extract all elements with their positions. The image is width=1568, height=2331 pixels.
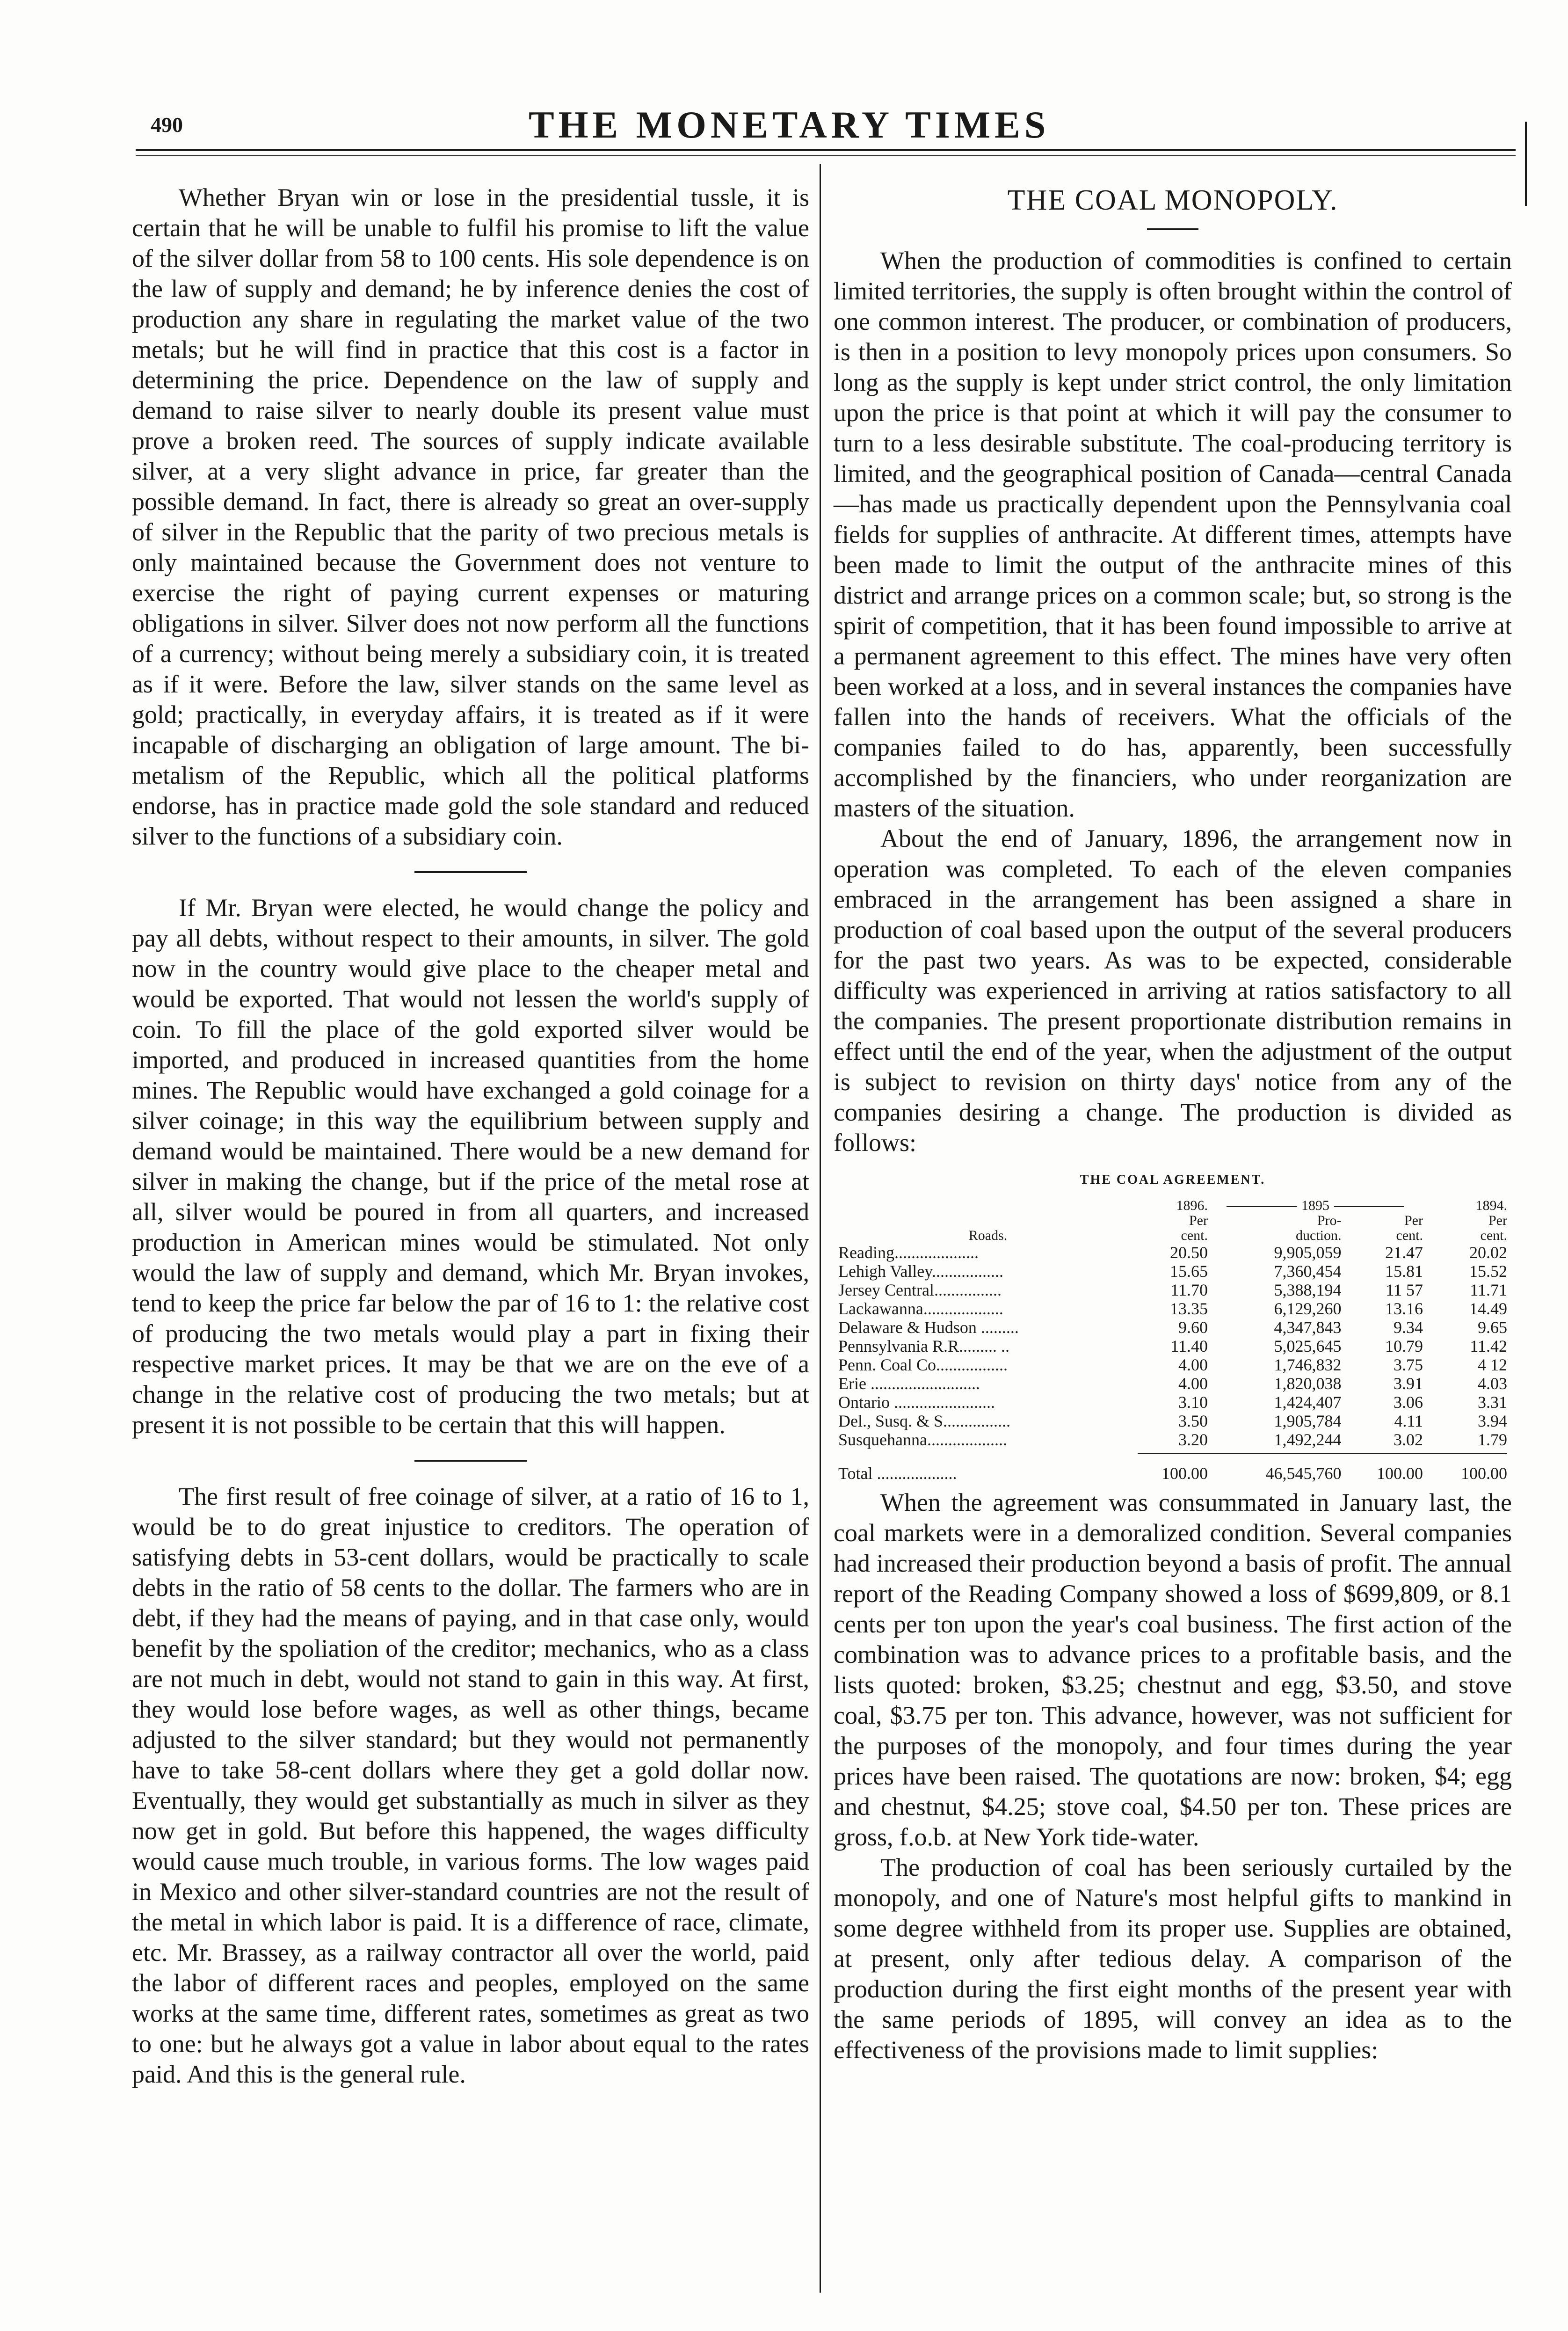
article-paragraph: If Mr. Bryan were elected, he would change the policy and pay all debts, without respect to their amounts, in silver. The gold now in the country would give place to the cheaper metal and would be exported. That would not lessen the world's supply of coin. To fill the place of the gold exported silver would be imported, and produced in increased quantities from the home mines. The Republic would have exchanged a gold coinage for a silver coinage; in this way the equilibrium between supply and demand would be maintained. There would be a new demand for silver in making the change, but if the price of the metal rose at all, silver would be poured in from all quarters, and increased production in American mines would be stimulated. Not only would the law of supply and demand, which Mr. Bryan invokes, tend to keep the price far below the par of 16 to 1: the relative cost of producing the two metals would play a part in fixing their respective market prices. It may be that we are on the eve of a change in the relative cost of producing the two metals; but at present it is not possible to be certain that this will happen. bbox=[132, 894, 809, 1439]
cell-1894: 4 12 bbox=[1478, 1355, 1507, 1374]
dot-leader: ................. bbox=[931, 1262, 1003, 1281]
road-name: Pennsylvania R.R bbox=[838, 1337, 959, 1355]
cell-production: 9,905,059 bbox=[1274, 1243, 1342, 1262]
cell-1894: 9.65 bbox=[1478, 1318, 1507, 1337]
coal-agreement-table bbox=[838, 1198, 1507, 1483]
total-1896: 100.00 bbox=[1161, 1464, 1208, 1483]
headline-rule bbox=[1147, 228, 1198, 230]
dot-leader: ................... bbox=[872, 1464, 957, 1483]
table-header-row bbox=[838, 1198, 1507, 1213]
cell-1896: 4.00 bbox=[1178, 1355, 1208, 1374]
cell-1895: 15.81 bbox=[1385, 1262, 1423, 1281]
header-1895-group bbox=[1208, 1198, 1423, 1213]
total-production: 46,545,760 bbox=[1265, 1464, 1342, 1483]
header-rule-thick bbox=[136, 149, 1516, 151]
header-cell: Per bbox=[1404, 1213, 1423, 1228]
cell-1896: 13.35 bbox=[1170, 1299, 1208, 1318]
cell-1896: 11.70 bbox=[1170, 1281, 1208, 1299]
road-name: Susquehanna bbox=[838, 1430, 927, 1449]
dot-leader: ................ bbox=[943, 1412, 1011, 1430]
article-paragraph: The first result of free coinage of silver, at a ratio of 16 to 1, would be to do great injustice to creditors. The operation of satisfying debts in 53-cent dollars, would be practically to scale debts in the ratio of 58 cents to the dollar. The farmers who are in debt, if they had the means of paying, and in that case only, would benefit by the spoliation of the creditor; mechanics, who as a class are not much in debt, would not stand to gain in this way. At first, they would lose before wages, as well as other things, became adjusted to the silver standard; but they would not permanently have to take 58-cent dollars where they get a gold dollar now. Eventually, they would get substantially as much in silver as they now get in gold. But before this happened, the wages difficulty would cause much trouble, in various forms. The low wages paid in Mexico and other silver-standard countries are not the result of the metal in which labor is paid. It is a difference of race, climate, etc. Mr. Brassey, as a railway contractor all over the world, paid the labor of different races and peoples, employed on the same works at the same time, different rates, sometimes as great as two to one: but he always got a value in labor about equal to the rates paid. And this is the general rule. bbox=[132, 1482, 809, 2088]
cell-1896: 15.65 bbox=[1170, 1262, 1208, 1281]
cell-production: 7,360,454 bbox=[1274, 1262, 1342, 1281]
section-separator bbox=[414, 1460, 527, 1462]
header-cell: Pro- bbox=[1317, 1213, 1342, 1228]
road-name: Lackawanna bbox=[838, 1299, 923, 1318]
header-rule-thin bbox=[136, 155, 1516, 156]
article-paragraph: When the agreement was consummated in January last, the coal markets were in a demoralized condition. Several companies had increased their production beyond a basis of profit. The annual report of the Reading Company showed a loss of $699,809, or 8.1 cents per ton upon the year's coal business. The first action of the combination was to advance prices to a profitable basis, and the lists quoted: broken, $3.25; chestnut and egg, $3.50, and stove coal, $3.75 per ton. This advance, however, was not sufficient for the purposes of the monopoly, and four times during the year prices have been raised. The quotations are now: broken, $4; egg and chestnut, $4.25; stove coal, $4.50 per ton. These prices are gross, f.o.b. at New York tide-water. bbox=[834, 1488, 1512, 1851]
cell-1896: 3.10 bbox=[1178, 1393, 1208, 1412]
header-roads: Roads. bbox=[968, 1228, 1008, 1243]
group-bracket-left bbox=[1227, 1206, 1297, 1207]
table-row bbox=[838, 1412, 1507, 1430]
dot-leader: ................... bbox=[923, 1299, 1003, 1318]
table-header-row bbox=[838, 1213, 1507, 1228]
cell-1894: 4.03 bbox=[1478, 1374, 1507, 1393]
table-row bbox=[838, 1355, 1507, 1374]
table-row bbox=[838, 1393, 1507, 1412]
cell-1895: 3.91 bbox=[1394, 1374, 1423, 1393]
dot-leader: ......... .. bbox=[959, 1337, 1009, 1355]
cell-production: 5,025,645 bbox=[1274, 1337, 1342, 1355]
cell-1894: 3.31 bbox=[1478, 1393, 1507, 1412]
article-paragraph: About the end of January, 1896, the arrangement now in operation was completed. To each of the eleven companies embraced in the arrangement has been assigned a share in production of coal based upon the output of the several producers for the past two years. As was to be expected, considerable difficulty was experienced in arriving at ratios satisfactory to all the companies. The present proportionate distribution remains in effect until the end of the year, when the adjustment of the output is subject to revision on thirty days' notice from any of the companies desiring a change. The production is divided as follows: bbox=[834, 824, 1512, 1157]
total-1895: 100.00 bbox=[1377, 1464, 1423, 1483]
cell-1896: 9.60 bbox=[1178, 1318, 1208, 1337]
cell-production: 4,347,843 bbox=[1274, 1318, 1342, 1337]
page-number: 490 bbox=[151, 113, 183, 137]
cell-1895: 3.06 bbox=[1394, 1393, 1423, 1412]
column-divider bbox=[820, 164, 821, 2293]
cell-production: 1,492,244 bbox=[1274, 1430, 1342, 1449]
dot-leader: .......................... bbox=[866, 1374, 980, 1393]
cell-1895: 3.75 bbox=[1394, 1355, 1423, 1374]
table-row bbox=[838, 1374, 1507, 1393]
cell-production: 1,905,784 bbox=[1274, 1412, 1342, 1430]
header-1894: 1894. bbox=[1475, 1198, 1507, 1213]
road-name: Delaware & Hudson bbox=[838, 1318, 977, 1337]
section-separator bbox=[414, 871, 527, 873]
road-name: Del., Susq. & S bbox=[838, 1412, 944, 1430]
cell-1894: 1.79 bbox=[1478, 1430, 1507, 1449]
table-row bbox=[838, 1318, 1507, 1337]
table-total-row bbox=[838, 1453, 1507, 1483]
road-name: Erie bbox=[838, 1374, 866, 1393]
header-cell: Per bbox=[1488, 1213, 1507, 1228]
cell-1895: 3.02 bbox=[1394, 1430, 1423, 1449]
article-paragraph: Whether Bryan win or lose in the presidential tussle, it is certain that he will be unable to fulfil his promise to lift the value of the silver dollar from 58 to 100 cents. His sole dependence is on the law of supply and demand; he by inference denies the cost of production any share in regulating the market value of the two metals; but he will find in practice that this cost is a factor in determining the price. Dependence on the law of supply and demand to raise silver to nearly double its present value must prove a broken reed. The sources of supply indicate available silver, at a very slight advance in price, far greater than the possible demand. In fact, there is already so great an over-supply of silver in the Republic that the parity of two precious metals is only maintained because the Government does not venture to exercise the right of paying current expenses or maturing obligations in silver. Silver does not now perform all the functions of a currency; without being merely a subsidiary coin, it is treated as if it were. Before the law, silver stands on the same level as gold; practically, in everyday affairs, it is treated as if it were incapable of discharging an obligation of large amount. The bi-metalism of the Republic, which all the political platforms endorse, has in practice made gold the sole standard and reduced silver to the functions of a subsidiary coin. bbox=[132, 183, 809, 850]
cell-1894: 11.42 bbox=[1470, 1337, 1507, 1355]
cell-1896: 20.50 bbox=[1170, 1243, 1208, 1262]
cell-1894: 15.52 bbox=[1469, 1262, 1507, 1281]
group-bracket-right bbox=[1334, 1206, 1404, 1207]
table-row bbox=[838, 1299, 1507, 1318]
header-cell: Per bbox=[1189, 1213, 1208, 1228]
cell-1896: 3.50 bbox=[1178, 1412, 1208, 1430]
table-header-row bbox=[838, 1228, 1507, 1243]
table-row bbox=[838, 1262, 1507, 1281]
cell-1894: 3.94 bbox=[1478, 1412, 1507, 1430]
header-1896: 1896. bbox=[1176, 1198, 1208, 1213]
cell-1896: 4.00 bbox=[1178, 1374, 1208, 1393]
dot-leader: ........................ bbox=[889, 1393, 995, 1412]
table-row bbox=[838, 1337, 1507, 1355]
dot-leader: .................... bbox=[894, 1243, 979, 1262]
road-name: Penn. Coal Co bbox=[838, 1355, 936, 1374]
right-column bbox=[834, 182, 1512, 2065]
cell-1895: 11 57 bbox=[1386, 1281, 1423, 1299]
cell-1895: 4.11 bbox=[1394, 1412, 1423, 1430]
cell-1894: 14.49 bbox=[1469, 1299, 1507, 1318]
total-label: Total bbox=[838, 1464, 873, 1483]
left-column bbox=[132, 182, 809, 2090]
header-cell: cent. bbox=[1181, 1228, 1208, 1243]
road-name: Ontario bbox=[838, 1393, 890, 1412]
cell-production: 1,746,832 bbox=[1274, 1355, 1342, 1374]
dot-leader: ................. bbox=[936, 1355, 1008, 1374]
cell-1895: 9.34 bbox=[1394, 1318, 1423, 1337]
header-cell: duction. bbox=[1296, 1228, 1342, 1243]
total-1894: 100.00 bbox=[1461, 1464, 1507, 1483]
cell-1894: 11.71 bbox=[1470, 1281, 1507, 1299]
header-cell: cent. bbox=[1396, 1228, 1423, 1243]
article-headline: THE COAL MONOPOLY. bbox=[1007, 184, 1338, 216]
cell-1895: 10.79 bbox=[1385, 1337, 1423, 1355]
road-name: Reading bbox=[838, 1243, 894, 1262]
article-paragraph: The production of coal has been seriously curtailed by the monopoly, and one of Nature's most helpful gifts to mankind in some degree withheld from its proper use. Supplies are obtained, at present, only after tedious delay. A comparison of the production during the first eight months of the present year with the same periods of 1895, will convey an idea as to the effectiveness of the provisions made to limit supplies: bbox=[834, 1853, 1512, 2064]
cell-1896: 11.40 bbox=[1170, 1337, 1208, 1355]
table-caption: THE COAL AGREEMENT. bbox=[1080, 1173, 1266, 1187]
cell-1895: 13.16 bbox=[1385, 1299, 1423, 1318]
table-row bbox=[838, 1281, 1507, 1299]
publication-title: THE MONETARY TIMES bbox=[529, 103, 1050, 146]
dot-leader: ................ bbox=[934, 1281, 1002, 1299]
road-name: Lehigh Valley bbox=[838, 1262, 932, 1281]
cell-production: 5,388,194 bbox=[1274, 1281, 1342, 1299]
road-name: Jersey Central bbox=[838, 1281, 934, 1299]
cell-1896: 3.20 bbox=[1178, 1430, 1208, 1449]
dot-leader: ......... bbox=[976, 1318, 1019, 1337]
table-row bbox=[838, 1243, 1507, 1262]
cell-production: 6,129,260 bbox=[1274, 1299, 1342, 1318]
cell-1894: 20.02 bbox=[1469, 1243, 1507, 1262]
page-edge-mark bbox=[1525, 122, 1527, 206]
total-separator-row bbox=[838, 1449, 1507, 1453]
cell-production: 1,424,407 bbox=[1274, 1393, 1342, 1412]
dot-leader: ................... bbox=[927, 1430, 1007, 1449]
cell-1895: 21.47 bbox=[1385, 1243, 1423, 1262]
table-row bbox=[838, 1430, 1507, 1449]
header-cell: cent. bbox=[1480, 1228, 1507, 1243]
cell-production: 1,820,038 bbox=[1274, 1374, 1342, 1393]
header-1895: 1895 bbox=[1301, 1198, 1329, 1213]
article-paragraph: When the production of commodities is confined to certain limited territories, the supply is often brought within the control of one common interest. The producer, or combination of producers, is then in a position to levy monopoly prices upon consumers. So long as the supply is kept under strict control, the only limitation upon the price is that point at which it will pay the consumer to turn to a less desirable substitute. The coal-producing territory is limited, and the geographical position of Canada—central Canada—has made us practically dependent upon the Pennsylvania coal fields for supplies of anthracite. At different times, attempts have been made to limit the output of the anthracite mines of this district and arrange prices on a common scale; but, so strong is the spirit of competition, that it has been found impossible to arrive at a permanent agreement to this effect. The mines have very often been worked at a loss, and in several instances the companies have fallen into the hands of receivers. What the officials of the companies failed to do has, apparently, been successfully accomplished by the financiers, who under reorganization are masters of the situation. bbox=[834, 247, 1512, 822]
